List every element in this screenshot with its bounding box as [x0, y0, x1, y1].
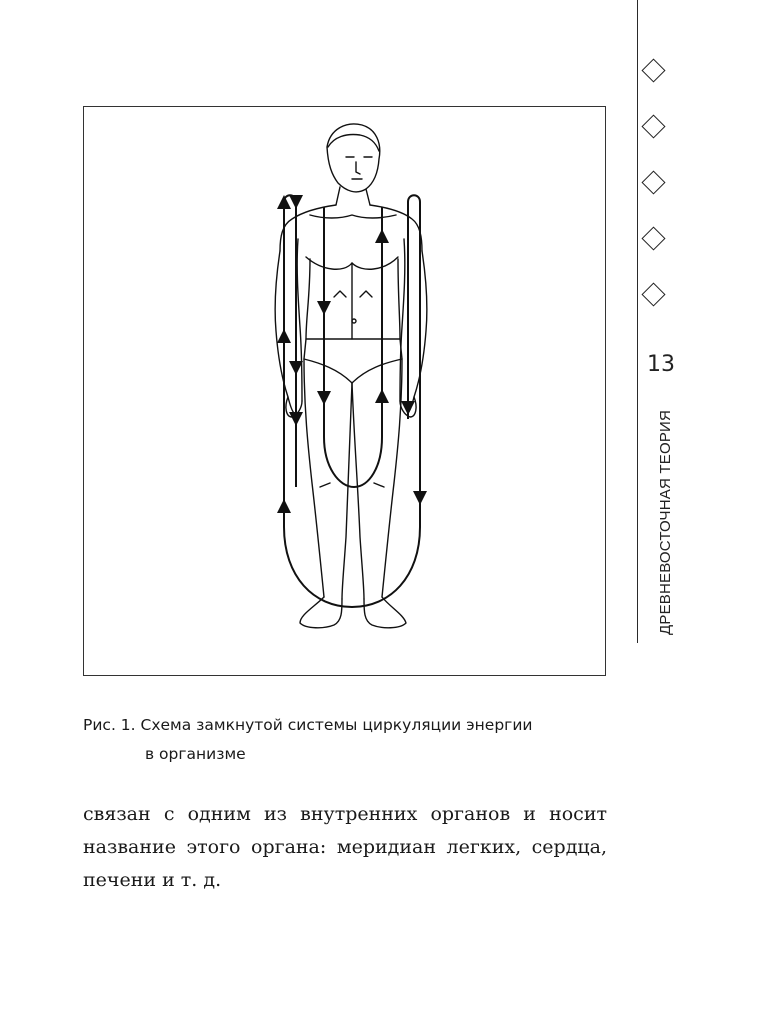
- diamond-ornaments: [640, 62, 670, 342]
- body-line: название этого органа: меридиан легких, сердца,: [83, 836, 607, 858]
- caption-line: Рис. 1. Схема замкнутой системы циркуляции энергии: [83, 716, 533, 734]
- running-head: ДРЕВНЕВОСТОЧНАЯ ТЕОРИЯ: [657, 409, 674, 635]
- caption-line: в организме: [145, 745, 246, 763]
- sidebar-rule: [637, 0, 638, 643]
- human-figure: [275, 124, 427, 628]
- body-circulation-illustration: [84, 107, 607, 677]
- body-paragraph: [83, 798, 607, 897]
- figure-caption: [83, 711, 613, 769]
- body-line: печени и т. д.: [83, 869, 222, 891]
- diamond-icon: [641, 114, 665, 138]
- diamond-icon: [641, 58, 665, 82]
- diamond-icon: [641, 170, 665, 194]
- page-number: 13: [647, 352, 675, 377]
- figure-frame: [83, 106, 606, 676]
- diamond-icon: [641, 282, 665, 306]
- diamond-icon: [641, 226, 665, 250]
- body-line: связан с одним из внутренних органов и носит: [83, 803, 607, 825]
